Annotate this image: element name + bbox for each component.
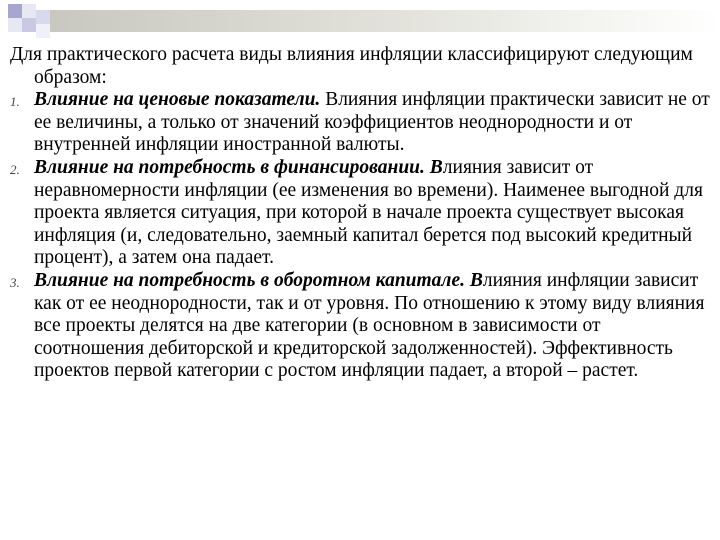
item-text: лияния инфляции зависит как от ее неоднородности, так и от уровня. По отношению к этому виду влияния все проекты делятся на две категории (в основном в зависимости от соотношения дебиторской и кредиторской задолженностей). Эффективность проектов первой категории с ростом инфляции падает, а второй – растет.: [34, 269, 705, 382]
item-title: Влияние на ценовые показатели.: [34, 89, 321, 111]
header-gradient-bar: [50, 10, 720, 32]
list-number: 3.: [10, 274, 20, 290]
list-item-1: [10, 89, 715, 157]
item-text: лияния зависит от неравномерности инфляции (ее изменения во времени). Наименее выгодной для проекта является ситуация, при которой в начале проекта существует высокая инфляция (и, следовательно, заемный капитал берется под высокий кредитный процент), а затем она падает.: [34, 156, 703, 269]
decor-square: [22, 18, 36, 32]
header-decoration: [0, 0, 720, 40]
decor-square: [8, 4, 22, 18]
item-title: Влияние на потребность в финансировании. В: [34, 156, 443, 178]
decor-square: [36, 10, 50, 24]
list-item-3: [10, 270, 715, 383]
decor-square: [8, 18, 22, 32]
item-title: Влияние на потребность в оборотном капитале. В: [34, 269, 483, 291]
list-number: 2.: [10, 161, 20, 177]
decor-square: [22, 4, 36, 18]
slide-body: [10, 44, 715, 383]
list-number: 1.: [10, 94, 20, 110]
decor-square: [36, 24, 50, 38]
list-item-2: [10, 157, 715, 270]
intro-paragraph: Для практического расчета виды влияния инфляции классифицируют следующим образом:: [10, 44, 693, 88]
item-text: Влияния инфляции практически зависит не от ее величины, а только от значений коэффициентов неоднородности и от внутренней инфляции иностранной валюты.: [34, 89, 710, 156]
